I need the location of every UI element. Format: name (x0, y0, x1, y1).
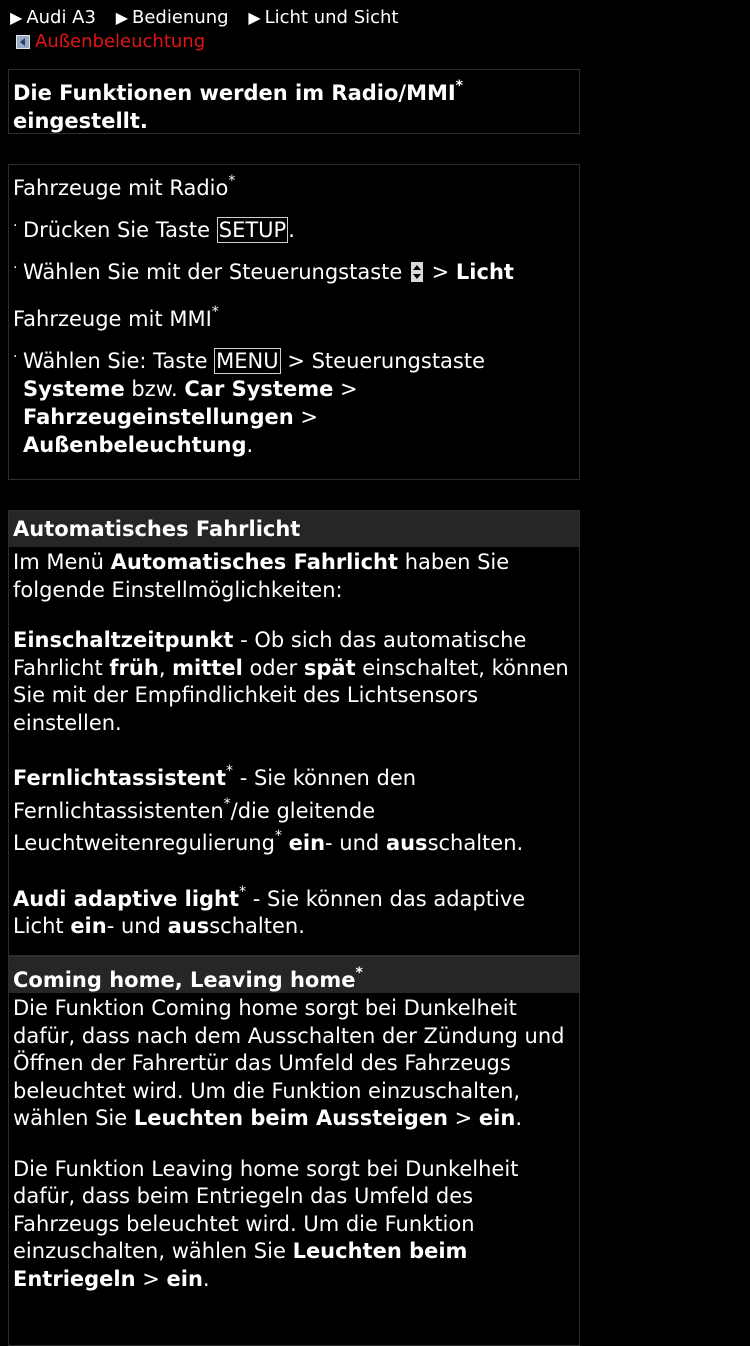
list-item: · Wählen Sie mit der Steuerungstaste > Licht (13, 260, 514, 284)
control-button-icon (411, 262, 423, 282)
section-automatisches-fahrlicht (8, 510, 580, 956)
section-title: Automatisches Fahrlicht (9, 511, 579, 547)
radio-heading: Fahrzeuge mit Radio* (13, 173, 236, 200)
mmi-heading: Fahrzeuge mit MMI* (13, 304, 219, 331)
paragraph: Die Funktion Leaving home sorgt bei Dunkelheit dafür, dass beim Entriegeln das Umfeld des Fahrzeugs beleuchtet wird. Um die Funktion einzuschalten, wählen Sie Leuchten beim Entriegeln > ein. (13, 1156, 519, 1291)
paragraph: Im Menü Automatisches Fahrlicht haben Sie folgende Einstellmöglichkeiten: (13, 550, 510, 602)
breadcrumb-item-licht-und-sicht[interactable]: ▶ Licht und Sicht (248, 7, 399, 28)
section-title: Coming home, Leaving home* (9, 957, 579, 993)
section-coming-home (8, 956, 580, 1346)
play-arrow-icon: ▶ (248, 8, 261, 27)
paragraph: Einschaltzeitpunkt - Ob sich das automatische Fahrlicht früh, mittel oder spät einschaltet, können Sie mit der Empfindlichkeit des Lichtsensors einstellen. (13, 628, 569, 735)
instructions-box (8, 164, 580, 480)
list-item: · Wählen Sie: Taste MENU > Steuerungstaste Systeme bzw. Car Systeme > Fahrzeugeinstellungen > Außenbeleuchtung. (13, 349, 486, 457)
paragraph: Die Funktion Coming home sorgt bei Dunkelheit dafür, dass nach dem Ausschalten der Zündung und Öffnen der Fahrertür das Umfeld des Fahrzeugs beleuchtet wird. Um die Funktion einzuschalten, wählen Sie Leuchten beim Aussteigen > ein. (13, 996, 565, 1130)
menu-key: MENU (216, 349, 279, 373)
play-arrow-icon: ▶ (10, 8, 23, 27)
list-item: · Drücken Sie Taste SETUP. (13, 218, 295, 242)
footnote-star: * (455, 78, 463, 94)
note-box: Die Funktionen werden im Radio/MMI* eingestellt. (8, 69, 580, 134)
setup-key: SETUP (218, 218, 287, 242)
bullet-icon: · (13, 260, 18, 276)
paragraph: Audi adaptive light* - Sie können das adaptive Licht ein- und ausschalten. (13, 883, 526, 938)
breadcrumb (10, 6, 413, 54)
paragraph: Fernlichtassistent* - Sie können den Fernlichtassistenten*/die gleitende Leuchtweitenregulierung* ein- und ausschalten. (13, 763, 524, 855)
breadcrumb-item-bedienung[interactable]: ▶ Bedienung (115, 7, 229, 28)
bullet-icon: · (13, 218, 18, 234)
play-arrow-icon: ▶ (115, 8, 128, 27)
back-icon (16, 35, 30, 49)
breadcrumb-item-audi-a3[interactable]: ▶ Audi A3 (10, 7, 96, 28)
bullet-icon: · (13, 349, 18, 365)
breadcrumb-current[interactable]: Außenbeleuchtung (10, 30, 413, 54)
